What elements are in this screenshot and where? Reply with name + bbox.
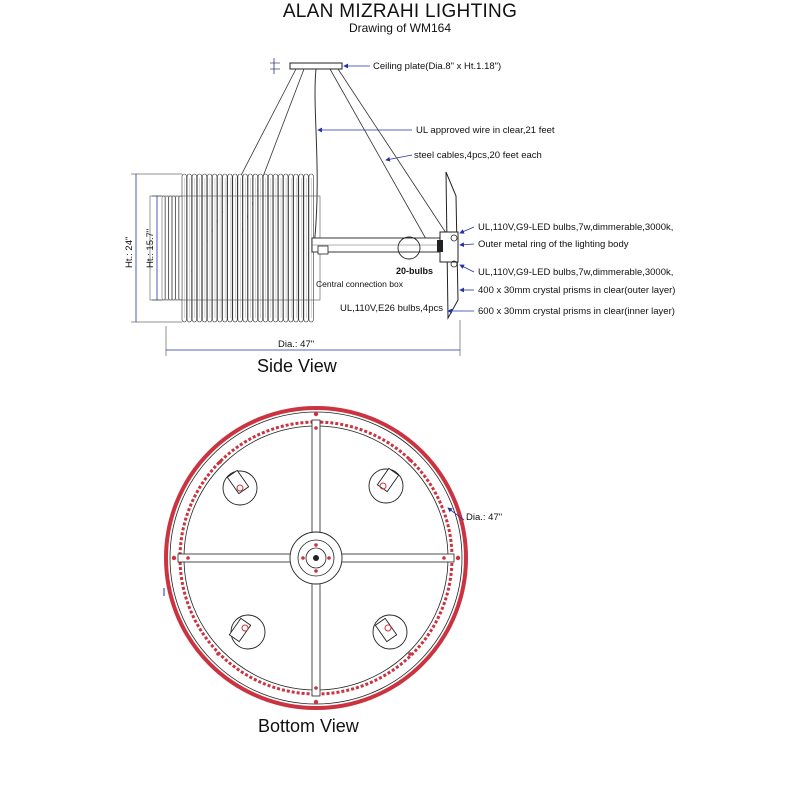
height-total-label: Ht.: 24" (124, 236, 135, 268)
bulbs-count-label: 20-bulbs (396, 266, 434, 276)
bottom-view (164, 408, 502, 736)
bottom-view-caption: Bottom View (258, 716, 359, 736)
wire-label: UL approved wire in clear,21 feet (416, 125, 555, 136)
outer-ring-label: Outer metal ring of the lighting body (478, 239, 629, 250)
drawing-title: ALAN MIZRAHI LIGHTING (282, 1, 518, 22)
e26-bulb-sw (229, 615, 265, 649)
power-wire (314, 69, 317, 247)
ceiling-plate (290, 63, 342, 69)
g9-lower-label: UL,110V,G9-LED bulbs,7w,dimmerable,3000k, (478, 267, 674, 278)
height-inner-label: Ht.: 15.7" (145, 228, 156, 268)
drawing-subtitle: Drawing of WM164 (348, 21, 452, 35)
g9-upper-label: UL,110V,G9-LED bulbs,7w,dimmerable,3000k, (478, 222, 674, 233)
e26-bulb-nw (223, 470, 257, 505)
side-view (124, 58, 675, 376)
cables-label: steel cables,4pcs,20 feet each (414, 150, 542, 161)
e26-bulb-ne (369, 468, 403, 503)
diameter-side-label: Dia.: 47" (278, 339, 315, 350)
ceiling-plate-label: Ceiling plate(Dia.8" x Ht.1.18") (373, 61, 502, 72)
side-view-caption: Side View (257, 356, 337, 376)
prisms-outer-label: 400 x 30mm crystal prisms in clear(outer layer) (478, 285, 676, 296)
prisms-inner-label: 600 x 30mm crystal prisms in clear(inner layer) (478, 306, 675, 317)
diameter-bottom-label: Dia.: 47" (466, 512, 503, 523)
e26-label: UL,110V,E26 bulbs,4pcs (340, 303, 443, 314)
e26-bulb-se (373, 615, 407, 649)
connection-box-label: Central connection box (316, 279, 403, 289)
